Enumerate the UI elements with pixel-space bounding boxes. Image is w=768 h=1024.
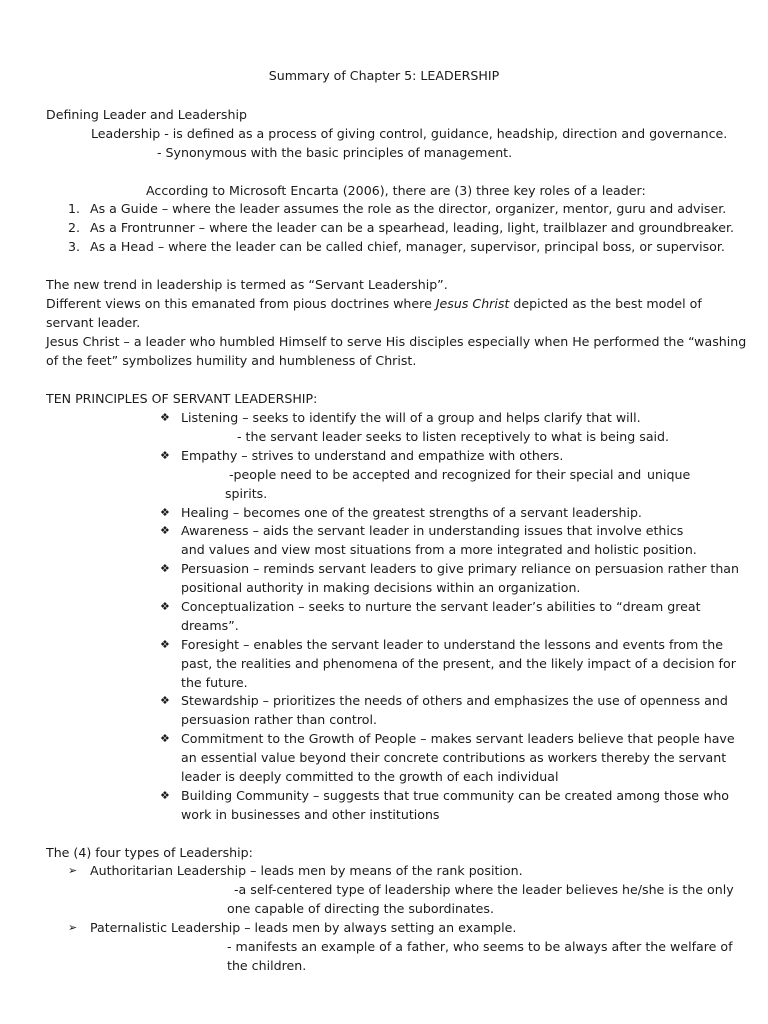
- jesus-description-line1: Jesus Christ – a leader who humbled Himself to serve His disciples especially when He performed the “washing: [46, 334, 747, 349]
- principle-empathy-detail-end: unique: [647, 467, 691, 482]
- principle-awareness: Awareness – aids the servant leader in understanding issues that involve ethics: [181, 523, 684, 538]
- servant-views-line2: servant leader.: [46, 315, 141, 330]
- servant-trend: The new trend in leadership is termed as “Servant Leadership”.: [46, 277, 448, 292]
- section-heading-defining: Defining Leader and Leadership: [46, 107, 247, 122]
- arrow-bullet-icon: ➢: [68, 864, 78, 877]
- type-authoritarian-detail: -a self-centered type of leadership where the leader believes he/she is the only: [234, 882, 734, 897]
- jesus-christ-italic: Jesus Christ: [435, 296, 510, 311]
- diamond-bullet-icon: ❖: [160, 449, 170, 462]
- principle-conceptualization: Conceptualization – seeks to nurture the servant leader’s abilities to “dream great: [181, 599, 701, 614]
- principle-foresight: Foresight – enables the servant leader to understand the lessons and events from the: [181, 637, 723, 652]
- principle-listening-detail: - the servant leader seeks to listen receptively to what is being said.: [237, 429, 670, 444]
- diamond-bullet-icon: ❖: [160, 411, 170, 424]
- principle-persuasion: Persuasion – reminds servant leaders to give primary reliance on persuasion rather than: [181, 561, 740, 576]
- role-item: As a Frontrunner – where the leader can be a spearhead, leading, light, trailblazer and groundbreaker.: [90, 220, 735, 235]
- servant-views: [46, 294, 702, 313]
- diamond-bullet-icon: ❖: [160, 524, 170, 537]
- leadership-definition: Leadership - is defined as a process of giving control, guidance, headship, direction and governance.: [91, 126, 728, 141]
- principle-foresight-cont: past, the realities and phenomena of the present, and the likely impact of a decision for: [181, 656, 736, 671]
- principle-foresight-cont2: the future.: [181, 675, 248, 690]
- principle-stewardship-cont: persuasion rather than control.: [181, 712, 377, 727]
- role-item: As a Guide – where the leader assumes the role as the director, organizer, mentor, guru and adviser.: [90, 201, 727, 216]
- principle-conceptualization-cont: dreams”.: [181, 618, 239, 633]
- arrow-bullet-icon: ➢: [68, 921, 78, 934]
- role-number: 2.: [68, 220, 81, 235]
- type-authoritarian: Authoritarian Leadership – leads men by means of the rank position.: [90, 863, 523, 878]
- principle-building-community: Building Community – suggests that true community can be created among those who: [181, 788, 730, 803]
- type-authoritarian-detail-cont: one capable of directing the subordinates.: [227, 901, 494, 916]
- leadership-synonym: - Synonymous with the basic principles of management.: [157, 145, 513, 160]
- servant-views-before: Different views on this emanated from pious doctrines where: [46, 296, 436, 311]
- principle-persuasion-cont: positional authority in making decisions within an organization.: [181, 580, 581, 595]
- role-number: 3.: [68, 239, 81, 254]
- principle-listening: Listening – seeks to identify the will of a group and helps clarify that will.: [181, 410, 641, 425]
- principle-empathy: Empathy – strives to understand and empathize with others.: [181, 448, 564, 463]
- principle-commitment-cont: an essential value beyond their concrete contributions as workers thereby the servant: [181, 750, 727, 765]
- type-paternalistic-detail: - manifests an example of a father, who seems to be always after the welfare of: [227, 939, 733, 954]
- type-paternalistic: Paternalistic Leadership – leads men by always setting an example.: [90, 920, 517, 935]
- servant-views-after: depicted as the best model of: [509, 296, 702, 311]
- types-heading: The (4) four types of Leadership:: [46, 845, 253, 860]
- principle-building-community-cont: work in businesses and other institutions: [181, 807, 440, 822]
- role-item: As a Head – where the leader can be called chief, manager, supervisor, principal boss, or supervisor.: [90, 239, 725, 254]
- principle-commitment-cont2: leader is deeply committed to the growth of each individual: [181, 769, 559, 784]
- role-number: 1.: [68, 201, 81, 216]
- diamond-bullet-icon: ❖: [160, 562, 170, 575]
- principle-commitment: Commitment to the Growth of People – makes servant leaders believe that people have: [181, 731, 735, 746]
- diamond-bullet-icon: ❖: [160, 694, 170, 707]
- diamond-bullet-icon: ❖: [160, 638, 170, 651]
- principle-empathy-detail: -people need to be accepted and recognized for their special and: [229, 467, 642, 482]
- principle-stewardship: Stewardship – prioritizes the needs of others and emphasizes the use of openness and: [181, 693, 728, 708]
- document-title: Summary of Chapter 5: LEADERSHIP: [268, 68, 500, 83]
- diamond-bullet-icon: ❖: [160, 732, 170, 745]
- principle-healing: Healing – becomes one of the greatest strengths of a servant leadership.: [181, 505, 642, 520]
- principles-heading: TEN PRINCIPLES OF SERVANT LEADERSHIP:: [46, 391, 318, 406]
- diamond-bullet-icon: ❖: [160, 600, 170, 613]
- principle-empathy-detail-line2: spirits.: [225, 486, 268, 501]
- type-paternalistic-detail-cont: the children.: [227, 958, 307, 973]
- jesus-description-line2: of the feet” symbolizes humility and humbleness of Christ.: [46, 353, 417, 368]
- roles-intro: According to Microsoft Encarta (2006), there are (3) three key roles of a leader:: [146, 183, 646, 198]
- diamond-bullet-icon: ❖: [160, 506, 170, 519]
- diamond-bullet-icon: ❖: [160, 789, 170, 802]
- principle-awareness-cont: and values and view most situations from a more integrated and holistic position.: [181, 542, 697, 557]
